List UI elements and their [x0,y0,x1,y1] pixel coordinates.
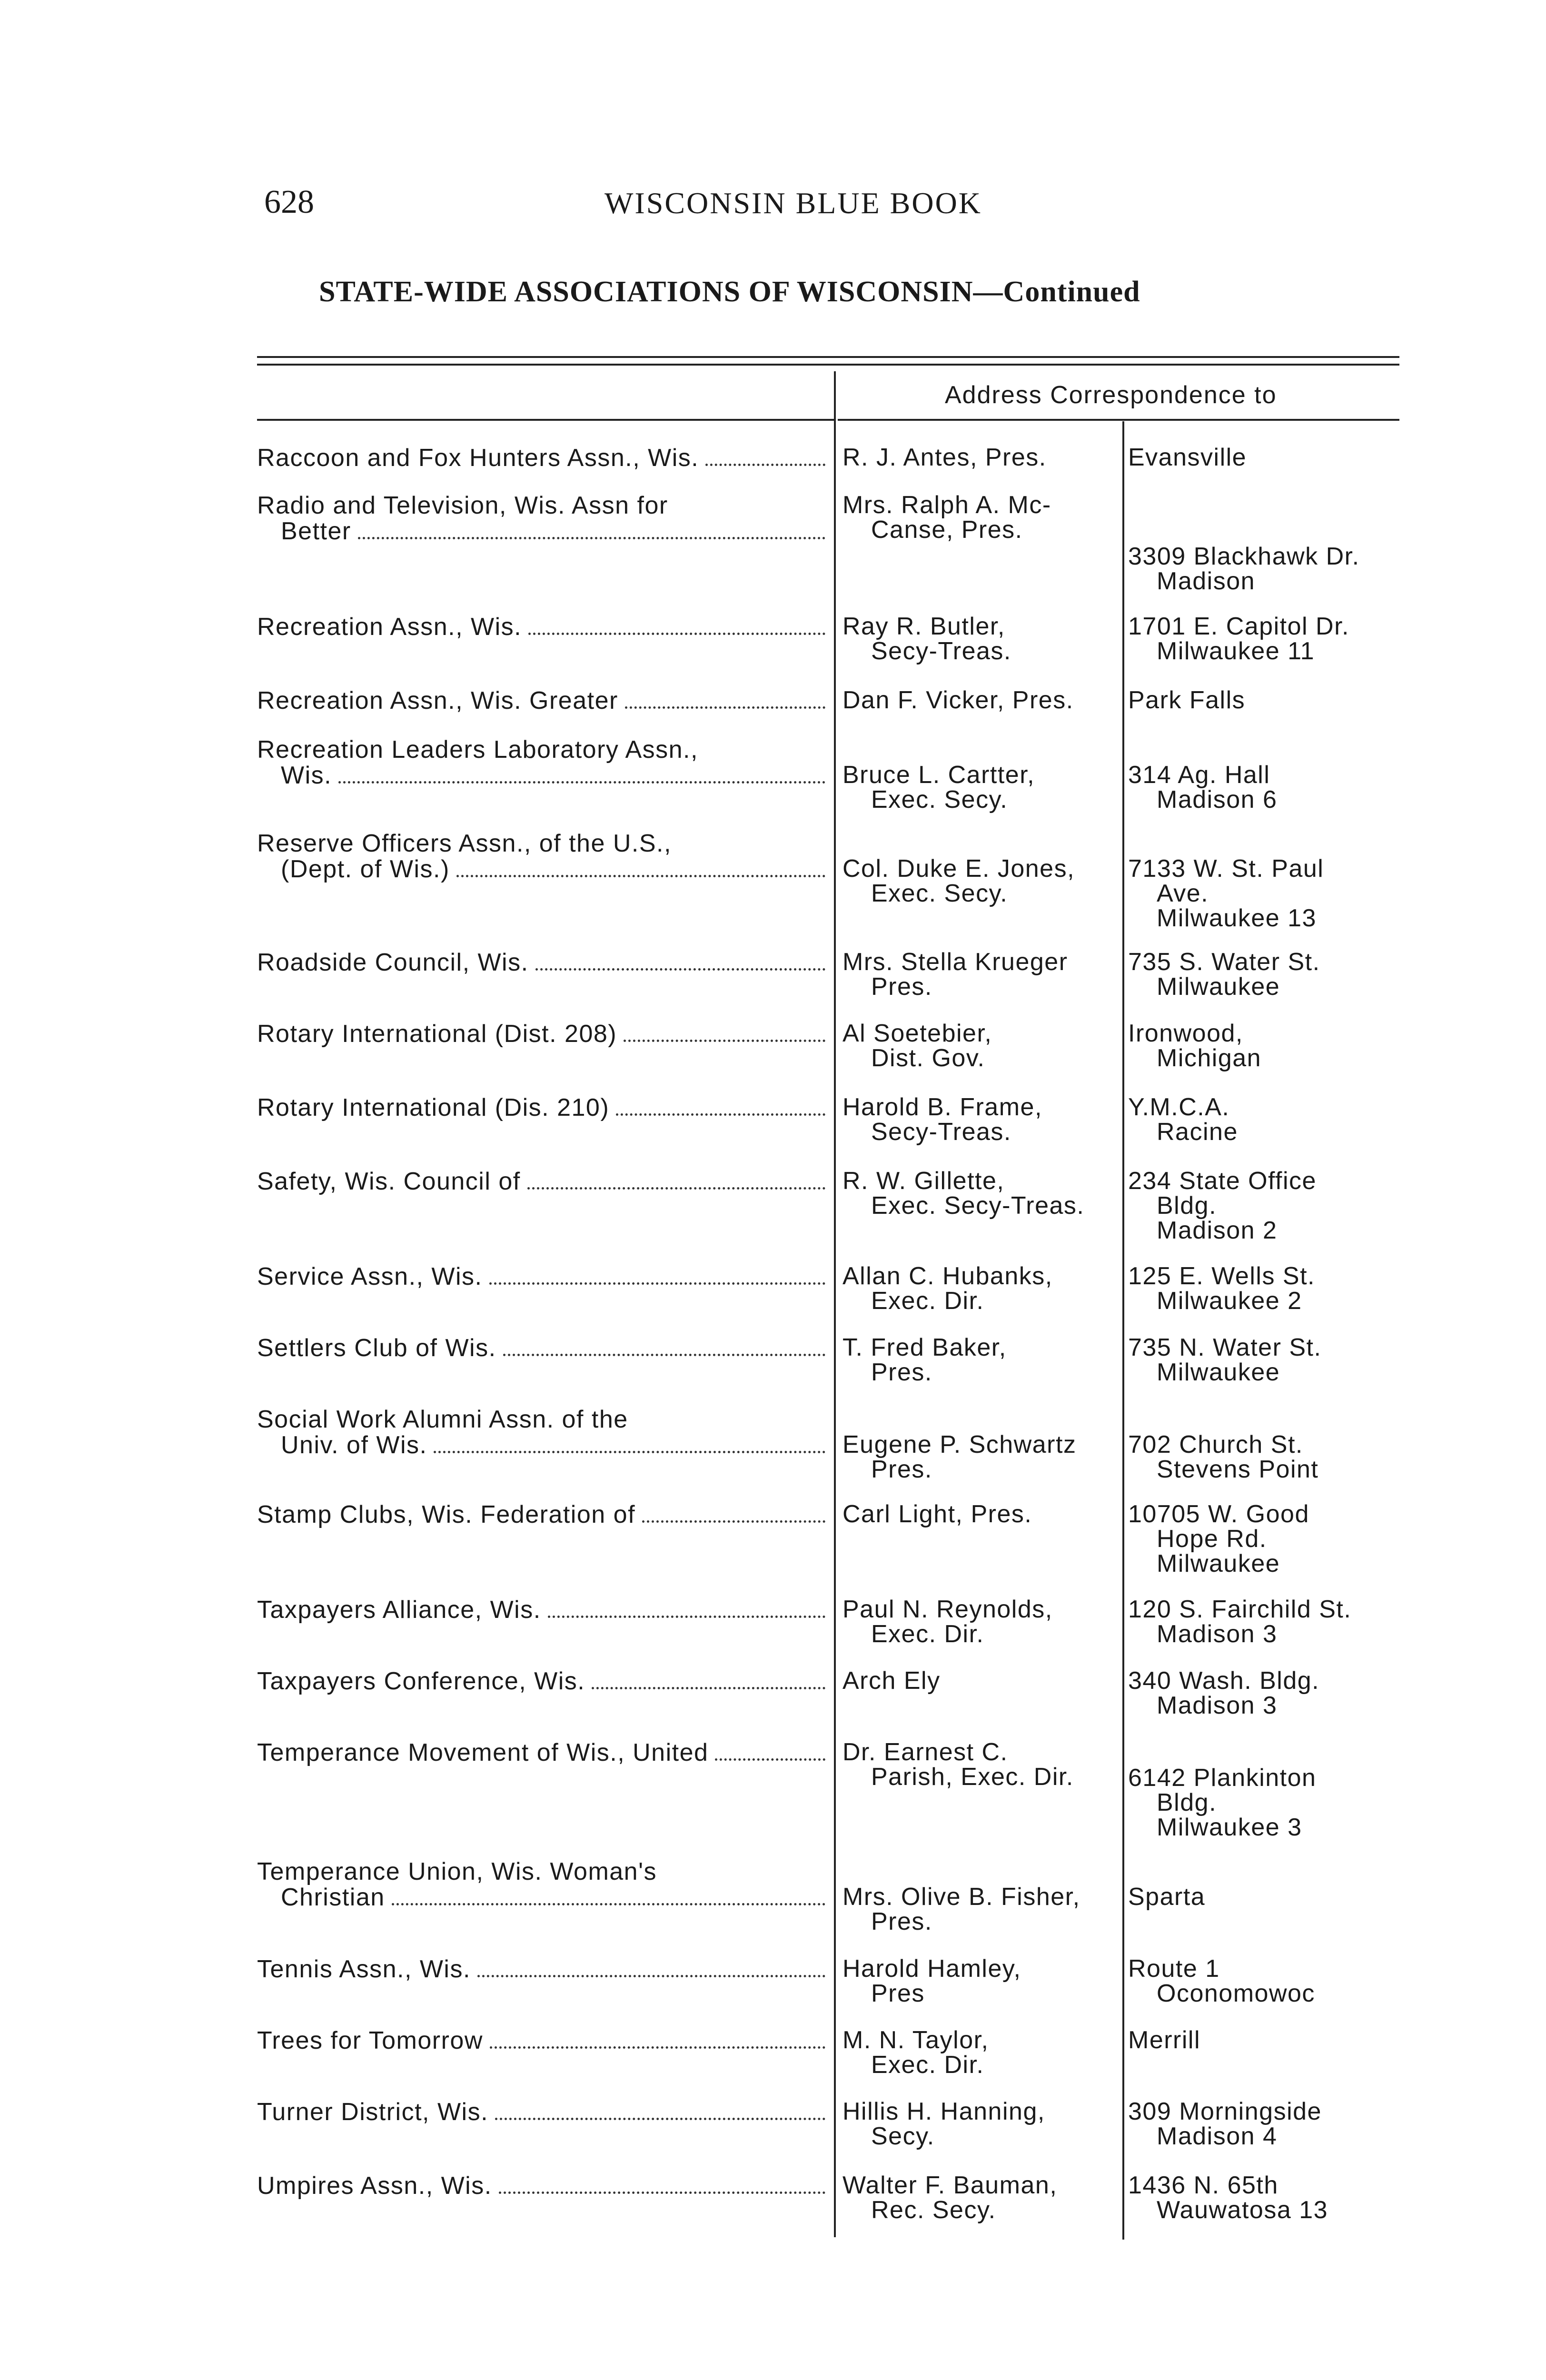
officer-title: Rec. Secy. [871,2196,996,2224]
officer [842,2099,1119,2149]
address-line: Route 1 [1128,1955,1220,1983]
dot-leader [705,464,825,466]
address-line: 125 E. Wells St. [1128,1262,1315,1290]
address-line: Milwaukee 13 [1157,904,1317,932]
dot-leader [528,633,825,635]
address-line: Milwaukee [1157,1550,1280,1577]
address-line: 234 State Office [1128,1167,1317,1195]
correspondence-address [1128,2028,1414,2053]
association-name-line: Trees for Tomorrow [257,2027,483,2054]
address-line: Wauwatosa 13 [1157,2196,1328,2224]
address-line: 120 S. Fairchild St. [1128,1596,1352,1623]
address-line: 340 Wash. Bldg. [1128,1667,1320,1695]
association-name [257,831,828,882]
dot-leader [624,1040,825,1042]
address-line: Madison 3 [1157,1620,1278,1648]
address-line: Hope Rd. [1157,1525,1267,1553]
officer-name: R. J. Antes, Pres. [842,444,1047,471]
association-name [257,688,828,714]
top-double-rule-1 [257,356,1399,358]
association-name [257,1502,828,1527]
address-line: 702 Church St. [1128,1431,1303,1458]
association-name-line: Taxpayers Conference, Wis. [257,1667,585,1695]
officer-name: Al Soetebier, [842,1020,992,1047]
officer-name: R. W. Gillette, [842,1167,1005,1195]
association-name [257,1668,828,1694]
correspondence-address [1128,1668,1414,1718]
running-head: WISCONSIN BLUE BOOK [605,186,982,220]
officer-name: Carl Light, Pres. [842,1500,1032,1528]
officer-title: Exec. Dir. [871,1620,984,1648]
association-name [257,614,828,640]
association-name-line: Christian [281,1884,385,1911]
address-line: Bldg. [1157,1789,1217,1816]
address-line: 3309 Blackhawk Dr. [1128,543,1360,570]
association-name-line: Settlers Club of Wis. [257,1334,496,1362]
address-line: Merrill [1128,2026,1201,2054]
officer-name: Bruce L. Cartter, [842,761,1035,789]
officer [842,1668,1119,1693]
correspondence-address [1128,1502,1414,1576]
address-line: 735 N. Water St. [1128,1334,1322,1361]
address-line: Sparta [1128,1883,1206,1911]
dot-leader [392,1903,825,1905]
correspondence-address [1128,1264,1414,1313]
officer [842,614,1119,664]
dot-leader [434,1451,825,1453]
top-double-rule-2 [257,364,1399,366]
address-line: Bldg. [1157,1192,1217,1220]
correspondence-address [1128,1095,1414,1144]
association-name [257,2028,828,2053]
officer-title: Secy-Treas. [871,1118,1011,1146]
association-name-line: Recreation Leaders Laboratory Assn., [257,736,698,764]
association-name-line: Reserve Officers Assn., of the U.S., [257,830,672,857]
association-name [257,1095,828,1121]
dot-leader [616,1113,825,1116]
association-name [257,1956,828,1982]
officer-title: Pres. [871,1359,932,1386]
dot-leader [548,1616,825,1618]
officer-title: Pres. [871,1908,932,1935]
correspondence-address [1128,2099,1414,2149]
dot-leader [489,1282,826,1285]
address-line: Y.M.C.A. [1128,1093,1230,1121]
association-name-line: (Dept. of Wis.) [281,855,450,883]
association-name [257,1407,828,1458]
association-name-line: Rotary International (Dis. 210) [257,1094,610,1121]
page-number: 628 [264,184,314,220]
address-line: Milwaukee [1157,973,1280,1001]
officer-name: Hillis H. Hanning, [842,2098,1045,2125]
officer-name: T. Fred Baker, [842,1334,1007,1361]
address-line: Ironwood, [1128,1020,1243,1047]
address-line: Evansville [1128,444,1247,471]
correspondence-address [1128,2173,1414,2222]
association-name [257,1597,828,1623]
association-name [257,445,828,471]
address-line: Madison 4 [1157,2122,1278,2150]
association-name [257,1264,828,1289]
officer [842,1432,1119,1482]
address-line: 10705 W. Good [1128,1500,1309,1528]
officer [842,763,1119,812]
dot-leader [503,1354,825,1356]
officer-name: Eugene P. Schwartz [842,1431,1077,1458]
dot-leader [625,706,825,709]
dot-leader [535,968,825,971]
officer [842,1335,1119,1385]
officer-name: Harold Hamley, [842,1955,1021,1983]
association-name-line: Tennis Assn., Wis. [257,1955,471,1983]
association-name-line: Wis. [281,762,332,789]
association-name-line: Recreation Assn., Wis. Greater [257,687,618,714]
association-name-line: Roadside Council, Wis. [257,949,529,976]
address-line: Oconomowoc [1157,1980,1315,2007]
address-line: 6142 Plankinton [1128,1764,1317,1792]
address-line: Ave. [1157,880,1209,907]
officer-name: Allan C. Hubanks, [842,1262,1053,1290]
association-name [257,1021,828,1047]
address-line: Park Falls [1128,686,1246,714]
address-line: 735 S. Water St. [1128,948,1320,976]
correspondence-address [1128,763,1414,812]
association-name-line: Service Assn., Wis. [257,1263,483,1290]
officer [842,1169,1119,1218]
association-name-line: Temperance Movement of Wis., United [257,1739,709,1766]
dot-leader [358,537,825,539]
association-name-line: Better [281,517,351,545]
officer [842,688,1119,713]
correspondence-address [1128,1021,1414,1071]
association-name-line: Recreation Assn., Wis. [257,613,522,641]
correspondence-address [1128,1432,1414,1482]
officer-name: Dan F. Vicker, Pres. [842,686,1074,714]
column-divider-2 [1122,421,1124,2240]
officer-title: Pres. [871,1456,932,1483]
address-line: Racine [1157,1118,1238,1146]
dot-leader [715,1758,825,1761]
correspondence-address [1128,1956,1414,2006]
association-name [257,2173,828,2199]
left-header-rule [257,419,834,421]
dot-leader [642,1520,825,1523]
officer [842,1502,1119,1527]
address-line: 314 Ag. Hall [1128,761,1270,789]
address-line: Milwaukee 11 [1157,637,1315,665]
officer-title: Exec. Secy. [871,786,1008,813]
association-name [257,2099,828,2125]
officer [842,2173,1119,2222]
address-line: Madison 2 [1157,1217,1278,1244]
association-name-line: Stamp Clubs, Wis. Federation of [257,1501,636,1528]
officer-title: Secy. [871,2122,935,2150]
correspondence-address [1128,1765,1414,1840]
association-name [257,737,828,788]
association-name-line: Radio and Television, Wis. Assn for [257,492,668,519]
address-line: Michigan [1157,1044,1262,1072]
address-line: 1701 E. Capitol Dr. [1128,613,1349,640]
association-name-line: Social Work Alumni Assn. of the [257,1406,628,1433]
officer-name: Mrs. Ralph A. Mc- [842,491,1051,519]
officer-title: Exec. Secy-Treas. [871,1192,1085,1220]
officer-name: Arch Ely [842,1667,941,1695]
officer-title: Pres [871,1980,925,2007]
address-line: Milwaukee 3 [1157,1814,1302,1841]
correspondence-address [1128,544,1414,594]
officer-name: Mrs. Olive B. Fisher, [842,1883,1080,1911]
association-name [257,1859,828,1910]
officer-name: M. N. Taylor, [842,2026,989,2054]
officer-title: Parish, Exec. Dir. [871,1763,1074,1791]
officer [842,445,1119,470]
officer [842,1956,1119,2006]
section-title: STATE-WIDE ASSOCIATIONS OF WISCONSIN—Continued [319,276,1140,308]
association-name-line: Taxpayers Alliance, Wis. [257,1596,541,1624]
right-header-rule [838,419,1399,421]
association-name [257,1740,828,1765]
association-name [257,1335,828,1361]
dot-leader [499,2192,825,2194]
correspondence-address [1128,1169,1414,1243]
officer [842,1021,1119,1071]
address-line: 309 Morningside [1128,2098,1322,2125]
dot-leader [527,1187,825,1190]
officer-name: Mrs. Stella Krueger [842,948,1068,976]
correspondence-address [1128,950,1414,999]
column-header: Address Correspondence to [945,381,1277,409]
dot-leader [477,1975,825,1977]
address-line: Stevens Point [1157,1456,1319,1483]
officer [842,1740,1119,1789]
column-divider-1 [834,371,836,2237]
officer [842,1597,1119,1646]
dot-leader [592,1687,825,1689]
address-line: 1436 N. 65th [1128,2172,1278,2199]
officer-title: Dist. Gov. [871,1044,985,1072]
association-name-line: Turner District, Wis. [257,2098,489,2126]
officer-name: Harold B. Frame, [842,1093,1042,1121]
correspondence-address [1128,614,1414,664]
dot-leader [456,875,825,877]
dot-leader [495,2118,825,2120]
address-line: Madison [1157,567,1256,595]
correspondence-address [1128,688,1414,713]
officer [842,493,1119,542]
correspondence-address [1128,1597,1414,1646]
correspondence-address [1128,1335,1414,1385]
officer-name: Walter F. Bauman, [842,2172,1058,2199]
association-name-line: Temperance Union, Wis. Woman's [257,1858,657,1885]
correspondence-address [1128,856,1414,931]
association-name-line: Raccoon and Fox Hunters Assn., Wis. [257,444,699,472]
correspondence-address [1128,445,1414,470]
dot-leader [490,2046,825,2049]
officer-title: Exec. Dir. [871,1287,984,1315]
association-name [257,493,828,544]
address-line: Madison 3 [1157,1692,1278,1719]
officer [842,856,1119,906]
officer-title: Pres. [871,973,932,1001]
address-line: Milwaukee 2 [1157,1287,1302,1315]
officer [842,1884,1119,1934]
association-name-line: Rotary International (Dist. 208) [257,1020,617,1048]
association-name-line: Univ. of Wis. [281,1431,427,1459]
officer-title: Secy-Treas. [871,637,1011,665]
correspondence-address [1128,1884,1414,1909]
association-name [257,1169,828,1194]
association-name-line: Safety, Wis. Council of [257,1168,521,1195]
officer-title: Canse, Pres. [871,516,1023,544]
officer-name: Col. Duke E. Jones, [842,855,1075,883]
address-line: Madison 6 [1157,786,1278,813]
officer-title: Exec. Dir. [871,2051,984,2079]
officer [842,950,1119,999]
address-line: 7133 W. St. Paul [1128,855,1324,883]
officer-name: Dr. Earnest C. [842,1738,1008,1766]
association-name-line: Umpires Assn., Wis. [257,2172,492,2200]
officer-title: Exec. Secy. [871,880,1008,907]
officer [842,1095,1119,1144]
dot-leader [338,781,825,783]
officer-name: Paul N. Reynolds, [842,1596,1053,1623]
association-name [257,950,828,975]
officer [842,2028,1119,2077]
address-line: Milwaukee [1157,1359,1280,1386]
officer-name: Ray R. Butler, [842,613,1005,640]
officer [842,1264,1119,1313]
